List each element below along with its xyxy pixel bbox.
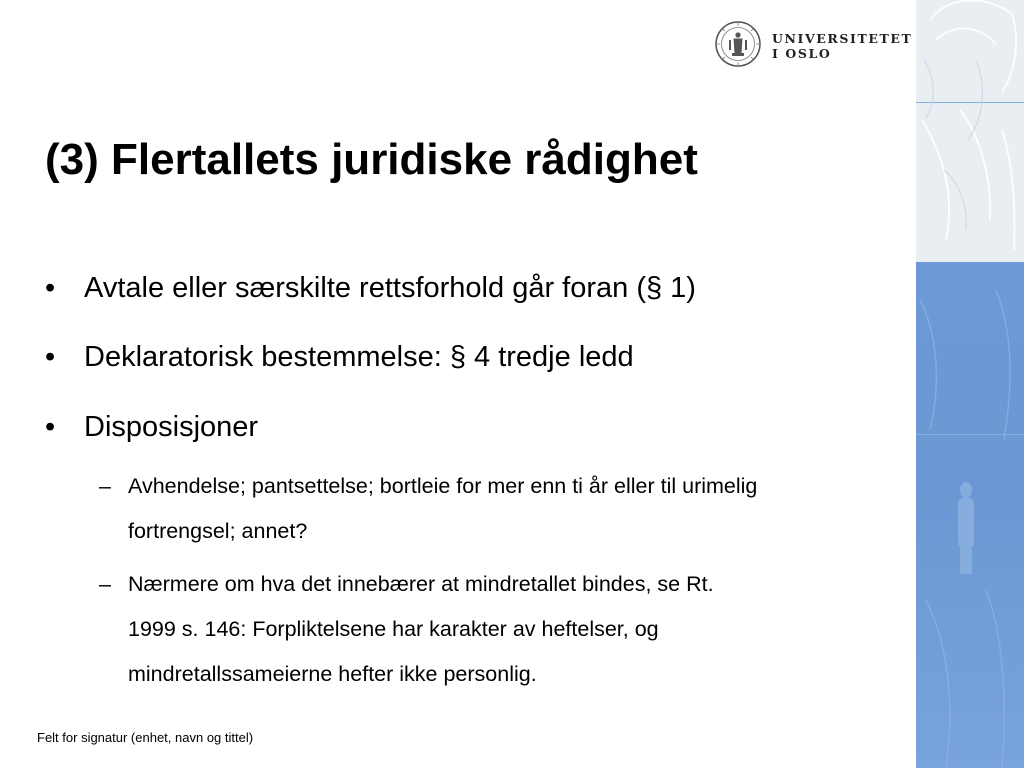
bullet-text: Disposisjoner [84,411,259,443]
sub-bullet-marker: – [99,474,111,498]
sub-bullet-line: fortrengsel; annet? [128,519,308,543]
slide-title: (3) Flertallets juridiske rådighet [45,135,698,184]
bullet-text: Deklaratorisk bestemmelse: § 4 tredje ledd [84,341,634,373]
bullet-marker: • [45,272,56,304]
sub-bullet-line: 1999 s. 146: Forpliktelsene har karakter av heftelser, og [128,617,659,641]
bullet-text: Avtale eller særskilte rettsforhold går foran (§ 1) [84,272,696,304]
university-logo [714,20,914,72]
logo-wordmark [772,31,912,61]
logo-line-2: I OSLO [772,46,832,61]
sub-bullet-text [128,562,888,697]
bullet-marker: • [45,341,56,373]
sub-bullet-line: Avhendelse; pantsettelse; bortleie for mer enn ti år eller til urimelig [128,474,758,498]
signature-footer: Felt for signatur (enhet, navn og tittel) [37,730,254,745]
sub-bullet-line: mindretallssameierne hefter ikke personlig. [128,662,537,686]
sub-bullet-line: Nærmere om hva det innebærer at mindretallet bindes, se Rt. [128,572,714,596]
bullet-marker: • [45,411,56,443]
logo-line-1: UNIVERSITETET [772,31,913,46]
sub-bullet-text [128,464,888,554]
university-seal-icon [714,20,762,68]
statue-artwork-icon [916,0,1024,768]
side-decoration-band [916,0,1024,768]
sub-bullet-marker: – [99,572,111,596]
